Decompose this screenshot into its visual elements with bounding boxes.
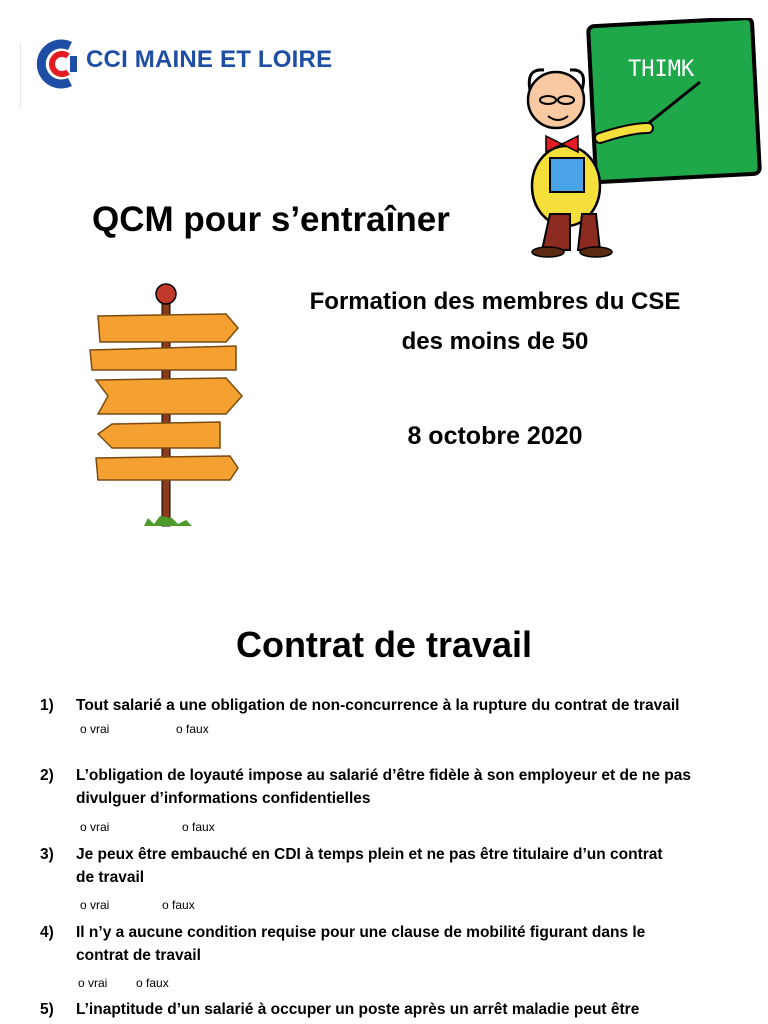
session-date: 8 octobre 2020 [407,422,583,450]
chalkboard-text: THIMK [628,57,695,82]
subtitle-line-1: Formation des membres du CSE [309,288,681,315]
question-text: L’obligation de loyauté impose au salarié d’être fidèle à son employeur et de ne pas divulguer d’informations confidentielles [76,767,692,807]
option-faux[interactable]: o faux [136,976,169,990]
cci-logo [30,36,350,92]
question-text: L’inaptitude d’un salarié à occuper un poste après un arrêt maladie peut être [76,1001,640,1018]
question-number: 3) [40,846,54,863]
option-vrai[interactable]: o vrai [80,898,110,912]
question-number: 1) [40,697,54,714]
question-number: 4) [40,924,54,941]
org-name: CCI MAINE ET LOIRE [86,46,333,73]
teacher-chalkboard-illustration [500,18,762,258]
question-text: Tout salarié a une obligation de non-concurrence à la rupture du contrat de travail [76,697,680,714]
signpost-illustration [76,282,246,530]
cci-logo-icon [30,36,80,92]
page-title: QCM pour s’entraîner [92,200,450,239]
option-faux[interactable]: o faux [182,820,215,834]
question-number: 2) [40,767,54,784]
option-vrai[interactable]: o vrai [80,820,110,834]
question-text: Il n’y a aucune condition requise pour une clause de mobilité figurant dans le contrat de travail [76,924,646,964]
subtitle-line-2: des moins de 50 [401,328,589,355]
option-faux[interactable]: o faux [176,722,209,736]
option-faux[interactable]: o faux [162,898,195,912]
section-title: Contrat de travail [235,624,533,665]
header-divider [20,42,21,108]
question-number: 5) [40,1001,54,1018]
option-vrai[interactable]: o vrai [78,976,108,990]
subtitle [240,282,750,362]
question-text: Je peux être embauché en CDI à temps plein et ne pas être titulaire d’un contrat de travail [76,846,663,886]
option-vrai[interactable]: o vrai [80,722,110,736]
